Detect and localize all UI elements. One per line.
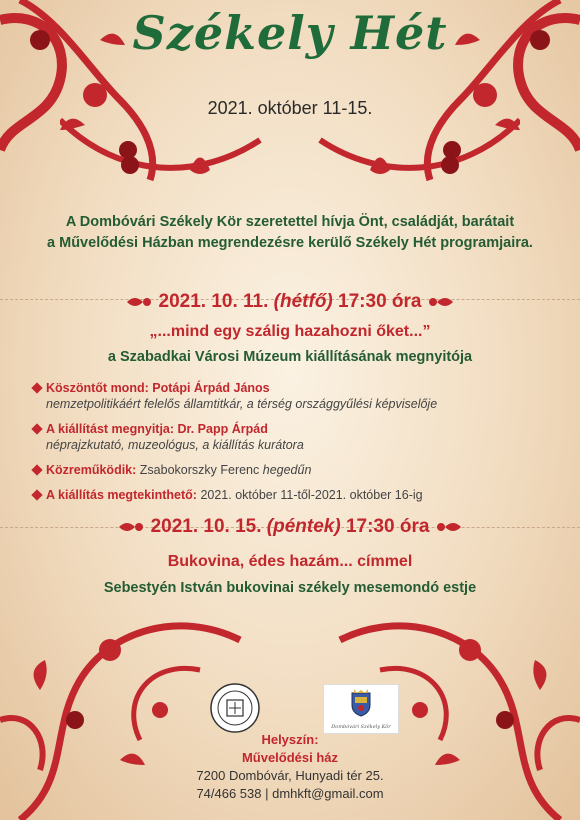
event-2-subtitle: Sebestyén István bukovinai székely mesemondó estje: [103, 580, 477, 596]
event-1-title: „...mind egy szálig hazahozni őket...”: [149, 323, 431, 340]
club-logo-caption: Dombóvári Székely Kör: [331, 724, 391, 730]
diamond-bullet-icon: [31, 489, 42, 500]
venue-contact: 74/466 538 | dmhkft@gmail.com: [196, 786, 384, 801]
event-1-day: (hétfő): [273, 291, 333, 312]
venue-info: [0, 731, 580, 803]
flower-icon: [427, 295, 453, 309]
floral-ornament-top-center: [60, 60, 520, 190]
item-value: Zsabokorszky Ferenc: [139, 463, 260, 477]
diamond-bullet-icon: [31, 464, 42, 475]
event-1-subtitle: a Szabadkai Városi Múzeum kiállításának megnyitója: [107, 349, 473, 365]
event-2-title: Bukovina, édes hazám... címmel: [167, 553, 413, 570]
item-description: néprajzkutató, muzeológus, a kiállítás kurátora: [46, 438, 304, 452]
event-2-time: 17:30 óra: [345, 516, 430, 537]
venue-label: Helyszín:: [261, 732, 319, 747]
event-2-heading: [0, 516, 580, 538]
item-description: hegedűn: [262, 463, 312, 477]
event-2-day: (péntek): [266, 516, 341, 537]
event-date-range: 2021. október 11-15.: [207, 98, 373, 118]
coat-of-arms-icon: [350, 689, 372, 717]
list-item: [33, 421, 553, 453]
event-1-time: 17:30 óra: [338, 291, 422, 312]
diamond-bullet-icon: [31, 423, 42, 434]
venue-address: 7200 Dombóvár, Hunyadi tér 25.: [196, 768, 384, 783]
flower-icon: [435, 520, 461, 534]
item-value: 2021. október 11-től-2021. október 16-ig: [200, 488, 423, 502]
venue-name: Művelődési ház: [241, 750, 339, 765]
invitation-line-1: A Dombóvári Székely Kör szeretettel hívja Önt, családját, barátait: [65, 214, 515, 230]
event-1-program-list: [33, 380, 553, 512]
item-label: A kiállítás megtekinthető:: [46, 488, 197, 502]
event-1-date: 2021. 10. 11.: [158, 291, 269, 312]
invitation-text: [20, 212, 560, 254]
list-item: [33, 380, 553, 412]
club-logo: [323, 684, 399, 734]
flower-icon: [119, 520, 145, 534]
item-label: A kiállítást megnyitja:: [46, 422, 175, 436]
item-value: Dr. Papp Árpád: [177, 422, 268, 436]
event-1-heading: [0, 291, 580, 313]
poster-title: Székely Hét: [132, 6, 448, 60]
invitation-line-2: a Művelődési Házban megrendezésre kerülő Székely Hét programjaira.: [47, 235, 533, 251]
item-description: nemzetpolitikáért felelős államtitkár, a térség országgyűlési képviselője: [46, 397, 438, 411]
diamond-bullet-icon: [31, 382, 42, 393]
item-label: Köszöntőt mond:: [46, 381, 149, 395]
seal-logo: [210, 683, 260, 733]
event-2-date: 2021. 10. 15.: [150, 516, 262, 537]
flower-icon: [127, 295, 153, 309]
list-item: [33, 487, 553, 503]
list-item: [33, 462, 553, 478]
item-label: Közreműködik:: [46, 463, 137, 477]
item-value: Potápi Árpád János: [152, 381, 270, 395]
